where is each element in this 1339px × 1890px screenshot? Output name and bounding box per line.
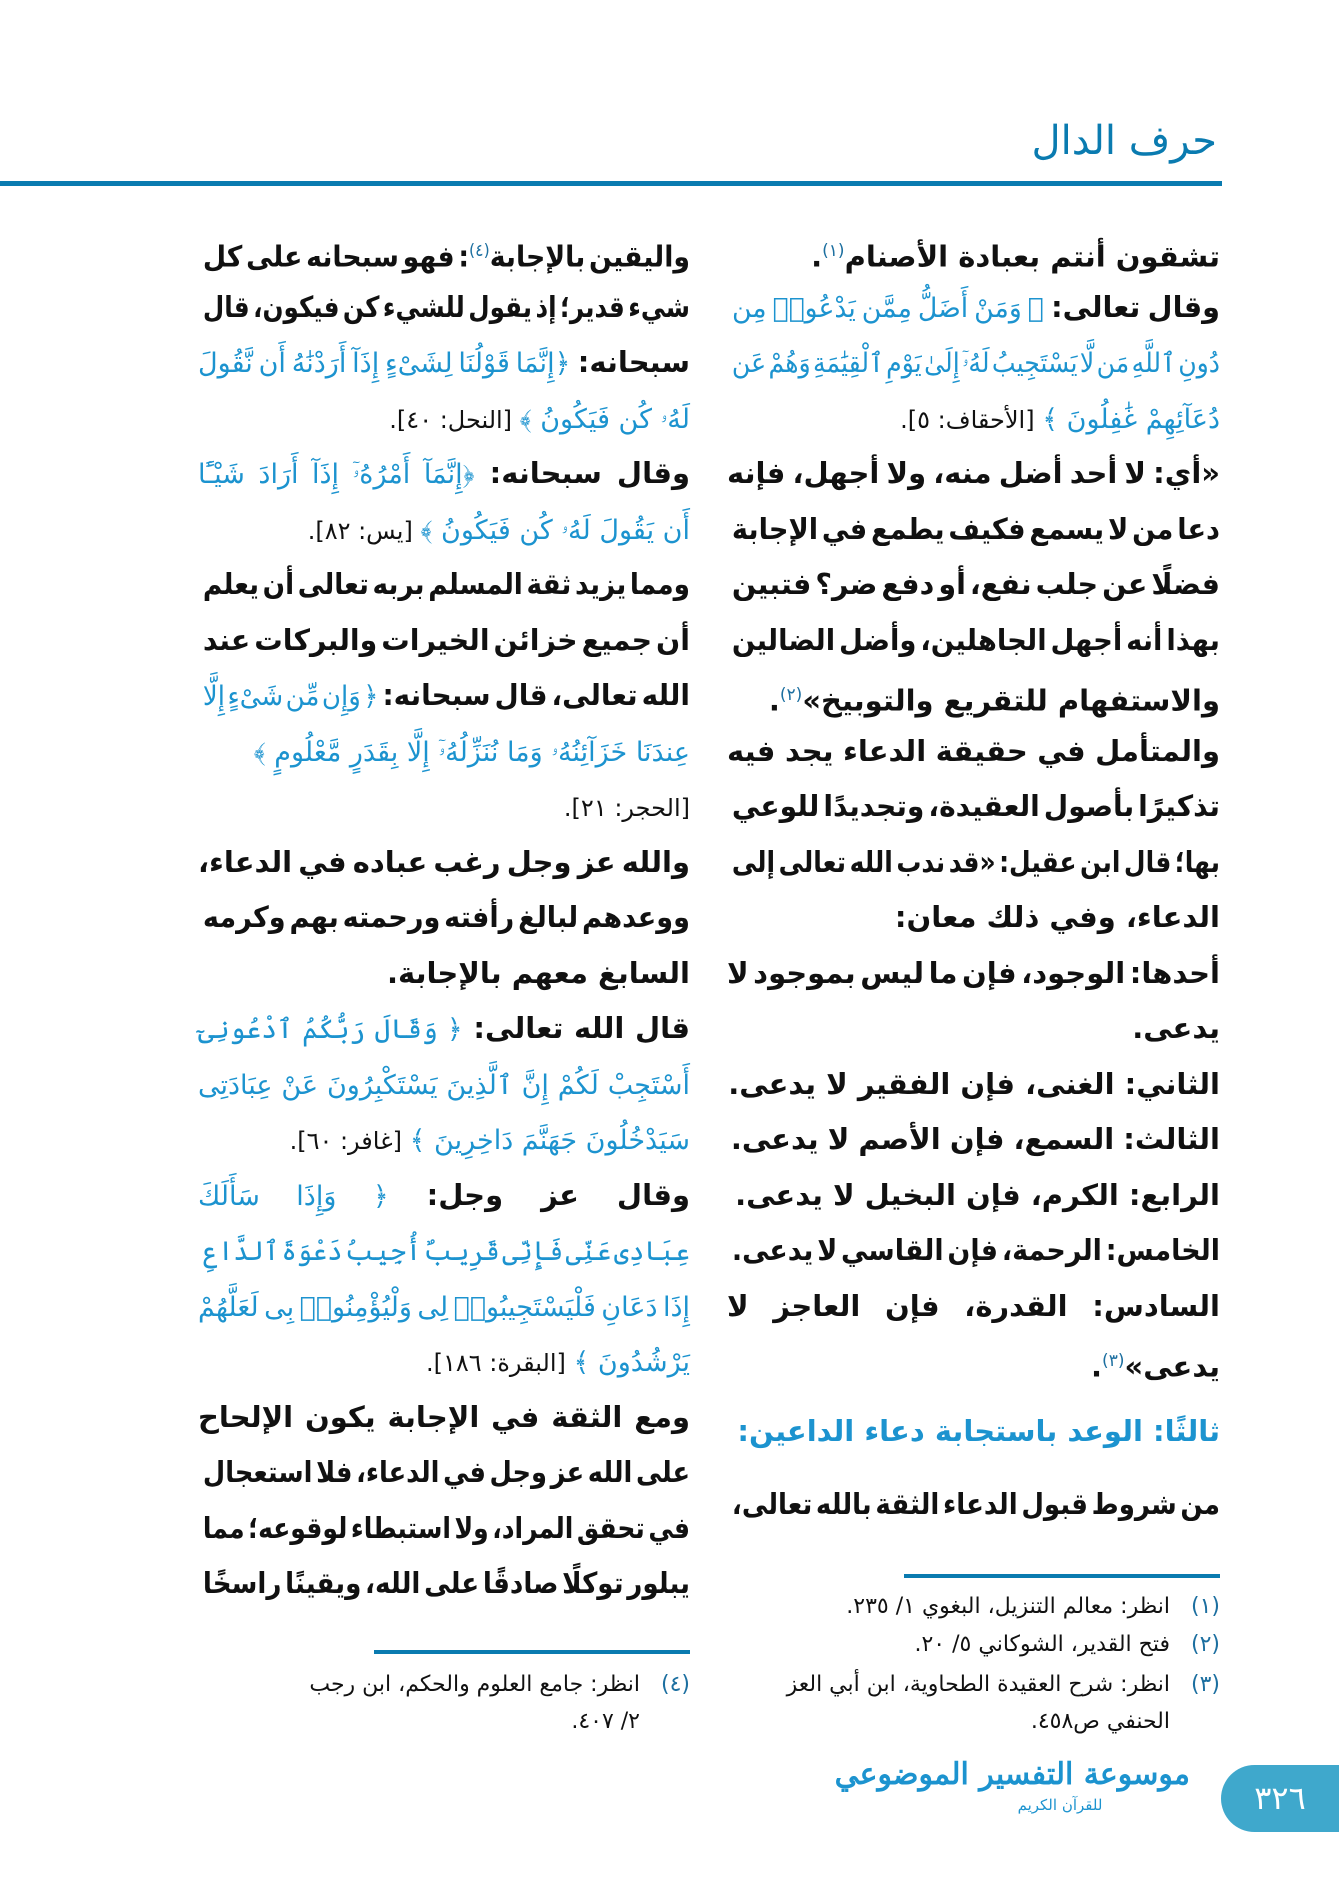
- text-line: [198, 1167, 690, 1223]
- text-segment: والمتأمل في حقيقة الدعاء يجد فيه: [727, 733, 1220, 768]
- text-line: [198, 1000, 690, 1056]
- quran-verse: ﴿ وَإِن مِّن شَىْءٍ إِلَّا: [202, 681, 379, 712]
- text-line: [198, 723, 690, 779]
- text-line: [202, 1222, 691, 1278]
- footnote: [727, 1589, 1220, 1625]
- text-line: [727, 1000, 1220, 1056]
- footnote-ref[interactable]: (١): [822, 241, 845, 261]
- text-line: [198, 778, 690, 834]
- text-segment: وقال سبحانه:: [474, 456, 690, 490]
- quran-verse: دُعَآئِهِمْ غَٰفِلُونَ ﴾: [1042, 403, 1220, 435]
- footnote: [198, 1704, 690, 1740]
- text-segment: تشقون أنتم بعبادة الأصنام: [844, 239, 1220, 274]
- footnote-number: (٤): [660, 1672, 690, 1697]
- text-line: [198, 1278, 690, 1334]
- verse-reference: [النحل: ٤٠].: [389, 405, 520, 434]
- footnote-number: (٢): [1190, 1632, 1220, 1657]
- quran-verse: أَن يَقُولَ لَهُۥ كُن فَيَكُونُ ﴾: [420, 514, 690, 546]
- text-line: [731, 612, 1220, 668]
- text-segment: واليقين بالإجابة: [489, 239, 690, 274]
- text-line: [727, 445, 1220, 501]
- page-number-badge: ٣٢٦: [1221, 1765, 1339, 1832]
- verse-reference: [غافر: ٦٠].: [289, 1127, 410, 1155]
- quran-verse: يَرْشُدُونَ ﴾: [573, 1347, 690, 1378]
- verse-reference: [البقرة: ١٨٦].: [425, 1349, 574, 1377]
- text-line: [202, 667, 690, 723]
- text-segment: السابغ معهم بالإجابة.: [387, 955, 690, 990]
- text-segment: تذكيرًا بأصول العقيدة، وتجديدًا للوعي: [731, 789, 1220, 823]
- text-segment: الرابع: الكرم، فإن البخيل لا يدعى.: [735, 1177, 1220, 1212]
- text-segment: الثاني: الغنى، فإن الفقير لا يدعى.: [728, 1066, 1220, 1101]
- footnote-number: (٣): [1190, 1672, 1220, 1697]
- text-segment: .: [811, 239, 823, 274]
- text-line: [202, 279, 690, 335]
- quran-verse: عِبَادِى عَنِّى فَإِنِّى قَرِيبٌ أُجِيبُ دَعْوَةَ ٱلدَّاعِ: [202, 1236, 691, 1267]
- text-segment: الله تعالى، قال سبحانه:: [378, 678, 690, 712]
- text-line: [727, 1111, 1220, 1167]
- text-segment: أحدها: الوجود، فإن ما ليس بموجود لا: [727, 955, 1220, 990]
- text-segment: .: [768, 683, 780, 718]
- text-line: [727, 945, 1220, 1001]
- text-line: [731, 556, 1220, 612]
- quran-verse: ﴿ وَإِذَا سَأَلَكَ: [198, 1180, 389, 1212]
- text-line: [202, 612, 690, 668]
- text-line: [727, 889, 1220, 945]
- footnote-text: فتح القدير، الشوكاني ٥/ ٢٠.: [914, 1632, 1170, 1657]
- footnote-ref[interactable]: (٤): [469, 241, 490, 261]
- footnote-text: ٢/ ٤٠٧.: [571, 1709, 640, 1734]
- text-segment: في تحقق المراد، ولا استبطاء لوقوعه؛ مما: [202, 1510, 690, 1545]
- quran-verse: ﴿إِنَّمَا قَوْلُنَا لِشَىْءٍ إِذَآ أَرَدْنَٰهُ أَن نَّقُولَ: [198, 348, 571, 379]
- text-line: [198, 334, 690, 390]
- text-line: [198, 1333, 690, 1389]
- paragraph-line: من شروط قبول الدعاء الثقة بالله تعالى،: [731, 1487, 1220, 1521]
- text-segment: على الله عز وجل في الدعاء، فلا استعجال: [202, 1455, 690, 1489]
- footnote-ref[interactable]: (٢): [779, 685, 803, 705]
- quran-verse: دُونِ ٱللَّهِ مَن لَّا يَسْتَجِيبُ لَهُۥٓ إِلَىٰ يَوْمِ ٱلْقِيَٰمَةِ وَهُمْ عَن: [731, 348, 1220, 379]
- footnote-divider: [374, 1650, 690, 1654]
- text-line: [732, 279, 1220, 335]
- text-line: [727, 723, 1220, 779]
- text-segment: يدعى.: [1132, 1011, 1220, 1045]
- quran-verse: ﴿ وَقَالَ رَبُّكُمُ ٱدْعُونِىٓ: [198, 1014, 463, 1045]
- text-segment: الثالث: السمع، فإن الأصم لا يدعى.: [730, 1122, 1220, 1156]
- text-segment: السادس: القدرة، فإن العاجز لا: [727, 1288, 1220, 1323]
- text-line: [727, 390, 1220, 446]
- quran-verse: عِندَنَا خَزَآئِنُهُۥ وَمَا نُنَزِّلُهُۥٓ إِلَّا بِقَدَرٍ مَّعْلُومٍ ﴾: [253, 736, 690, 768]
- verse-reference: [الحجر: ٢١].: [563, 794, 690, 822]
- text-line: [731, 834, 1220, 890]
- text-line: [202, 1500, 690, 1556]
- text-line: [731, 1222, 1220, 1278]
- text-segment: بها؛ قال ابن عقيل: «قد ندب الله تعالى إلى: [731, 844, 1220, 879]
- text-line: [202, 556, 690, 612]
- footnote: [727, 1627, 1220, 1663]
- text-segment: ومع الثقة في الإجابة يكون الإلحاح: [198, 1399, 690, 1434]
- footnote-text: انظر: شرح العقيدة الطحاوية، ابن أبي العز: [786, 1672, 1170, 1697]
- quran-verse: سَيَدْخُلُونَ جَهَنَّمَ دَاخِرِينَ ﴾: [409, 1125, 690, 1156]
- quran-verse: لَهُۥ كُن فَيَكُونُ ﴾: [519, 403, 690, 435]
- text-line: [727, 1167, 1220, 1223]
- text-line: [198, 1389, 690, 1445]
- quran-verse: ﴿إِنَّمَآ أَمْرُهُۥٓ إِذَآ أَرَادَ شَيْـًٔا: [198, 459, 475, 490]
- text-segment: شيء قدير؛ إذ يقول للشيء كن فيكون، قال: [202, 289, 690, 324]
- text-line: [727, 1333, 1220, 1389]
- footnote-ref[interactable]: (٣): [1102, 1351, 1125, 1371]
- text-line: [727, 223, 1220, 279]
- text-segment: سبحانه:: [570, 345, 690, 379]
- text-segment: الخامس: الرحمة، فإن القاسي لا يدعى.: [731, 1233, 1220, 1267]
- text-segment: «أي: لا أحد أضل منه، ولا أجهل، فإنه: [727, 456, 1220, 490]
- logo-title: موسوعة التفسير الموضوعي: [834, 1757, 1190, 1792]
- footnote-number: (١): [1190, 1594, 1220, 1619]
- quran-verse: إِذَا دَعَانِ فَلْيَسْتَجِيبُوا۟ لِى وَلْيُؤْمِنُوا۟ بِى لَعَلَّهُمْ: [198, 1291, 690, 1323]
- chapter-title: حرف الدال: [1031, 118, 1217, 164]
- text-segment: دعا من لا يسمع فكيف يطمع في الإجابة: [731, 511, 1220, 546]
- text-segment: فضلًا عن جلب نفع، أو دفع ضر؟ فتبين: [731, 567, 1220, 601]
- text-line: [202, 889, 690, 945]
- footnote: [727, 1667, 1220, 1703]
- text-line: [727, 1056, 1220, 1112]
- verse-reference: [يس: ٨٢].: [307, 516, 421, 545]
- footnote-text: الحنفي ص٤٥٨.: [1030, 1709, 1170, 1734]
- text-segment: وقال عز وجل:: [388, 1177, 690, 1212]
- left-text-column: [198, 0, 690, 1890]
- text-line: [202, 223, 690, 279]
- text-line: [198, 501, 690, 557]
- text-segment: يدعى»: [1124, 1349, 1220, 1384]
- text-segment: بهذا أنه أجهل الجاهلين، وأضل الضالين: [731, 622, 1220, 657]
- quran-verse: ﴿ وَمَنْ أَضَلُّ مِمَّن يَدْعُوا۟ مِن: [731, 292, 1044, 324]
- text-segment: وقال تعالى:: [1043, 289, 1221, 324]
- verse-reference: [الأحقاف: ٥].: [900, 405, 1043, 434]
- text-segment: الدعاء، وفي ذلك معان:: [894, 900, 1220, 934]
- text-segment: : فهو سبحانه على كل: [202, 239, 470, 274]
- text-segment: يبلور توكلًا صادقًا على الله، ويقينًا راسخًا: [202, 1566, 690, 1600]
- text-segment: والاستفهام للتقريع والتوبيخ»: [802, 683, 1220, 718]
- footnote-text: انظر: جامع العلوم والحكم، ابن رجب: [309, 1672, 640, 1697]
- text-line: [727, 667, 1220, 723]
- text-line: [198, 1111, 690, 1167]
- text-line: [731, 501, 1220, 557]
- text-segment: ووعدهم لبالغ رأفته ورحمته بهم وكرمه: [202, 900, 690, 934]
- footnote: [198, 1667, 690, 1703]
- text-line: [198, 834, 690, 890]
- text-segment: .: [1091, 1349, 1103, 1384]
- footnote-divider: [904, 1574, 1220, 1578]
- section-heading: ثالثًا: الوعد باستجابة دعاء الداعين:: [737, 1414, 1220, 1448]
- text-line: [202, 1555, 690, 1611]
- text-line: [198, 390, 690, 446]
- text-line: [202, 1444, 690, 1500]
- footnote: [727, 1704, 1220, 1740]
- encyclopedia-logo: [834, 1755, 1190, 1815]
- footnote-text: انظر: معالم التنزيل، البغوي ١/ ٢٣٥.: [846, 1594, 1170, 1619]
- text-line: [727, 1278, 1220, 1334]
- text-line: [731, 334, 1220, 390]
- text-line: [731, 778, 1220, 834]
- logo-subtitle: للقرآن الكريم: [1017, 1796, 1103, 1814]
- text-line: [198, 445, 690, 501]
- text-line: [198, 945, 690, 1001]
- quran-verse: أَسْتَجِبْ لَكُمْ إِنَّ ٱلَّذِينَ يَسْتَكْبِرُونَ عَنْ عِبَادَتِى: [198, 1069, 690, 1101]
- text-segment: والله عز وجل رغب عباده في الدعاء،: [198, 844, 690, 879]
- text-segment: أن جميع خزائن الخيرات والبركات عند: [202, 622, 690, 657]
- text-line: [198, 1056, 690, 1112]
- text-segment: ومما يزيد ثقة المسلم بربه تعالى أن يعلم: [202, 567, 690, 601]
- text-segment: قال الله تعالى:: [462, 1011, 690, 1045]
